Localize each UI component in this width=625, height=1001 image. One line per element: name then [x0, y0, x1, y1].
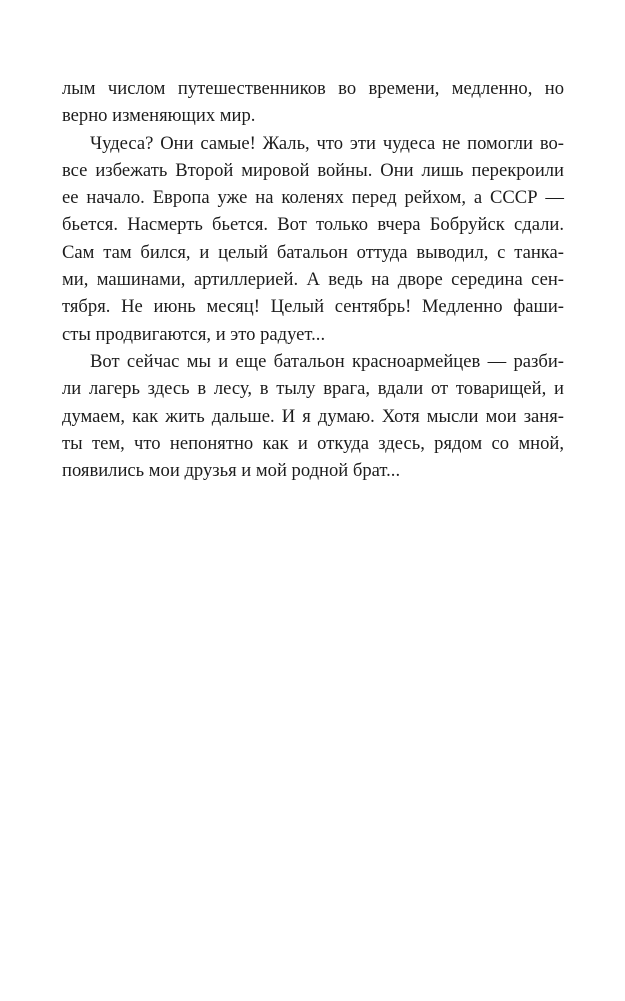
text-line: тября. Не июнь месяц! Целый сентябрь! Медленно фаши-: [62, 296, 564, 318]
text-line: ли лагерь здесь в лесу, в тылу врага, вдали от товарищей, и: [62, 378, 564, 400]
text-line: ее начало. Европа уже на коленях перед рейхом, а СССР —: [62, 187, 564, 209]
text-line: сты продвигаются, и это радует...: [62, 323, 326, 345]
text-line: верно изменяющих мир.: [62, 105, 256, 127]
text-line: бьется. Насмерть бьется. Вот только вчера Бобруйск сдали.: [62, 214, 564, 236]
text-line: лым числом путешественников во времени, медленно, но: [62, 78, 564, 99]
body-text: [62, 75, 564, 484]
text-line: Сам там бился, и целый батальон оттуда выводил, с танка-: [62, 241, 564, 263]
text-line: Вот сейчас мы и еще батальон красноармейцев — разби-: [90, 350, 564, 372]
text-line: ми, машинами, артиллерией. А ведь на дворе середина сен-: [62, 269, 564, 291]
text-line: думаем, как жить дальше. И я думаю. Хотя мысли мои заня-: [62, 405, 564, 427]
text-line: все избежать Второй мировой войны. Они лишь перекроили: [62, 159, 564, 181]
text-line: Чудеса? Они самые! Жаль, что эти чудеса не помогли во-: [90, 132, 564, 154]
text-line: ты тем, что непонятно как и откуда здесь, рядом со мной,: [62, 432, 564, 454]
text-line: появились мои друзья и мой родной брат...: [62, 460, 401, 482]
